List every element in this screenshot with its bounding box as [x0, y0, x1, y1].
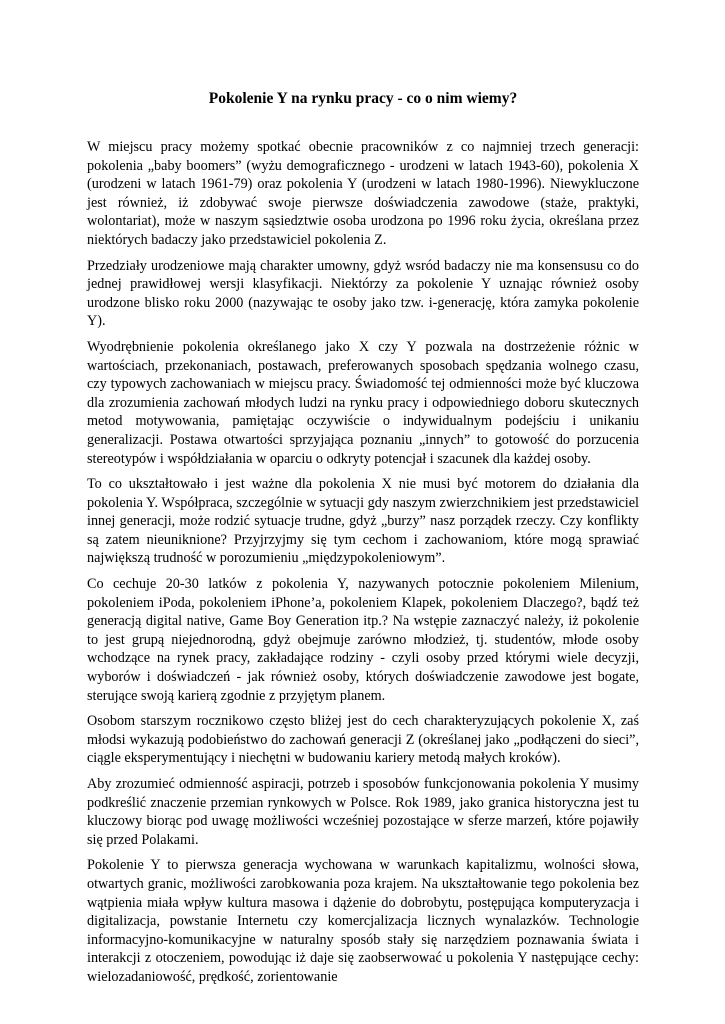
paragraph-generations-intro: W miejscu pracy możemy spotkać obecnie pracowników z co najmniej trzech generacji: pokolenia „baby boomers” (wyżu demograficznego - urodzeni w latach 1943-60), pokolenia X (urodzeni w latach 1961-79) oraz pokolenia Y (urodzeni w latach 1980-1996). Niewykluczone jest również, iż zdobywać swoje pierwsze doświadczenia zawodowe (staże, praktyki, wolontariat), może w naszym sąsiedztwie osoba urodzona po 1996 roku życia, określana przez niektórych badaczy jako przedstawiciel pokolenia Z. [87, 139, 639, 248]
paragraph-differences: Wyodrębnienie pokolenia określanego jako X czy Y pozwala na dostrzeżenie różnic w wartościach, przekonaniach, postawach, preferowanych sposobach spędzania wolnego czasu, czy typowych zachowaniach w miejscu pracy. Świadomość tej odmienności może być kluczowa dla zrozumienia zachowań młodych ludzi na rynku pracy i odpowiedniego doboru skutecznych metod motywowania, pamiętając oczywiście o indywidualnym podejściu i unikaniu generalizacji. Postawa otwartości sprzyjająca poznaniu „innych” to gotowość do porzucenia stereotypów i współdziałania w oparciu o odkryty potencjał i szacunek dla każdej osoby. [87, 338, 639, 467]
paragraph-cooperation: To co ukształtowało i jest ważne dla pokolenia X nie musi być motorem do działania dla pokolenia Y. Współpraca, szczególnie w sytuacji gdy naszym zwierzchnikiem jest przedstawiciel innej generacji, może rodzić sytuacje trudne, gdyż „burzy” nasz porządek rzeczy. Czy konflikty są zatem nieuniknione? Przyjrzyjmy się tym cechom i zachowaniom, które mogą sprawiać największą trudność w porozumieniu „międzypokoleniowym”. [87, 476, 639, 567]
paragraph-generation-y-traits: Co cechuje 20-30 latków z pokolenia Y, nazywanych potocznie pokoleniem Milenium, pokoleniem iPoda, pokoleniem iPhone’a, pokoleniem Klapek, pokoleniem Dlaczego?, bądź też generacją digital native, Game Boy Generation itp.? Na wstępie zaznaczyć należy, iż pokolenie to jest grupą niejednorodną, gdyż obejmuje zarówno młodzież, tj. studentów, młode osoby wchodzące na rynek pracy, zakładające rodziny - czyli osoby przed którymi wiele decyzji, wyborów i doświadczeń - jak również osoby, których doświadczenie zawodowe jest bogate, sterujące swoją karierą zgodnie z przyjętym planem. [87, 576, 639, 704]
document-body [87, 138, 639, 994]
paragraph-older-younger: Osobom starszym rocznikowo często bliżej jest do cech charakteryzujących pokolenie X, zaś młodsi wykazują podobieństwo do zachowań generacji Z (określanej jako „podłączeni do sieci”, ciągle eksperymentujący i niechętni w budowaniu kariery metodą małych kroków). [87, 713, 639, 767]
paragraph-first-generation: Pokolenie Y to pierwsza generacja wychowana w warunkach kapitalizmu, wolności słowa, otwartych granic, możliwości zarobkowania poza krajem. Na ukształtowanie tego pokolenia bez wątpienia miała wpływ kultura masowa i dążenie do dobrobytu, postępująca komputeryzacja i digitalizacja, powstanie Internetu czy komercjalizacja licznych wynalazków. Technologie informacyjno-komunikacyjne w naturalny sposób stały się narzędziem poznawania świata i interakcji z otoczeniem, powodując iż daje się zaobserwować u pokolenia Y następujące cechy: wielozadaniowość, prędkość, zorientowanie [87, 857, 639, 985]
paragraph-market-changes: Aby zrozumieć odmienność aspiracji, potrzeb i sposobów funkcjonowania pokolenia Y musimy podkreślić znaczenie przemian rynkowych w Polsce. Rok 1989, jako granica historyczna jest tu kluczowy biorąc pod uwagę możliwości wcześniej pozostające w sferze marzeń, które pojawiły się przed Polakami. [87, 776, 639, 848]
document-title: Pokolenie Y na rynku pracy - co o nim wiemy? [208, 90, 518, 107]
paragraph-birth-ranges: Przedziały urodzeniowe mają charakter umowny, gdyż wsród badaczy nie ma konsensusu co do jednej prawidłowej wersji klasyfikacji. Niektórzy za pokolenie Y uznając również osoby urodzone blisko roku 2000 (nazywając te osoby jako tzw. i-generację, która zamyka pokolenie Y). [87, 257, 639, 330]
